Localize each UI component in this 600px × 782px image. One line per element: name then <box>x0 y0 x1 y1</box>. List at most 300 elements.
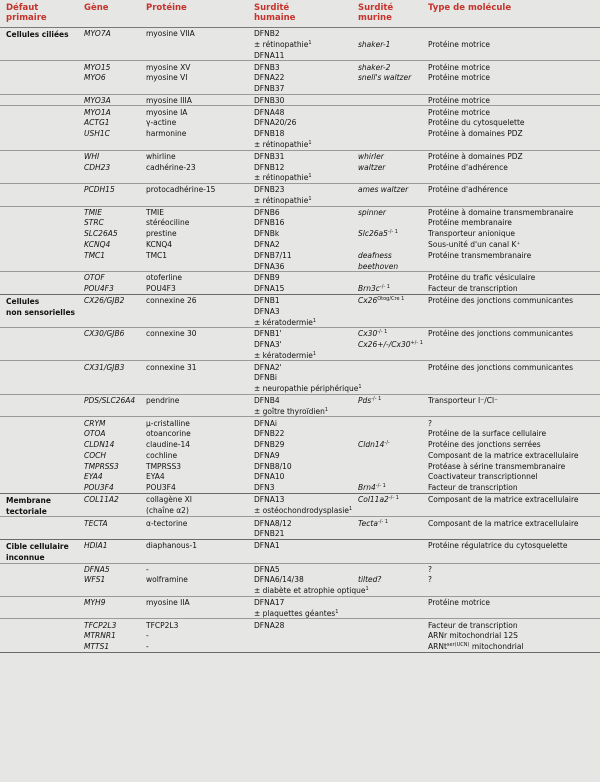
cell-text: cadhérine-23 <box>146 162 196 172</box>
protein-cell <box>140 61 248 72</box>
cell-text: Cx30 <box>358 329 378 339</box>
gene-cell <box>78 128 140 150</box>
protein-cell <box>140 417 248 428</box>
cell-text: Protéine membranaire <box>428 218 512 228</box>
molecule-type-cell <box>422 417 600 428</box>
cell-line <box>254 61 349 72</box>
category-cell <box>0 471 78 482</box>
human-deafness-cell <box>248 283 352 294</box>
cell-line <box>146 61 245 72</box>
cell-text: DFNB6 <box>254 207 280 217</box>
cell-line <box>358 72 419 83</box>
cell-text: snell's waltzer <box>358 73 412 83</box>
cell-text: Cellules <box>6 296 40 306</box>
cell-text: Protéine à domaines PDZ <box>428 129 523 139</box>
table-row <box>0 106 600 117</box>
cell-line <box>254 228 349 239</box>
protein-cell <box>140 161 248 183</box>
human-deafness-cell <box>248 539 352 563</box>
cell-line <box>428 106 597 117</box>
category-cell <box>0 283 78 294</box>
molecule-type-cell <box>422 28 600 61</box>
cell-line <box>146 482 245 493</box>
category-cell <box>0 150 78 161</box>
footnote-mark: 1 <box>308 39 312 46</box>
cell-text: Protéine à domaines PDZ <box>428 151 523 161</box>
cell-line <box>428 39 597 50</box>
cell-text: Protéine à domaine transmembranaire <box>428 207 574 217</box>
gene-cell <box>78 460 140 471</box>
cell-text: beethoven <box>358 261 399 271</box>
cell-text: DFNA2' <box>254 362 282 372</box>
cell-text: Sous-unité d'un canal K⁺ <box>428 240 521 250</box>
cell-line <box>146 151 245 162</box>
cell-line <box>358 184 419 195</box>
cell-line <box>84 239 137 250</box>
cell-text: COL11A2 <box>84 495 119 504</box>
cell-text: harmonine <box>146 129 187 139</box>
cell-line <box>358 494 419 505</box>
cell-text: Protéine motrice <box>428 73 491 83</box>
cell-text: Protéine motrice <box>428 39 491 49</box>
murine-deafness-cell <box>352 460 422 471</box>
cell-text: shaker-2 <box>358 62 391 72</box>
cell-text: DFNA1 <box>254 541 280 551</box>
cell-line <box>146 239 245 250</box>
header-surdite-murine: Surdité murine <box>352 0 422 28</box>
protein-cell <box>140 619 248 630</box>
table-row <box>0 183 600 206</box>
gene-cell <box>78 428 140 439</box>
gene-cell <box>78 417 140 428</box>
cell-text: TMC1 <box>146 250 168 260</box>
cell-line <box>254 494 349 505</box>
table-row <box>0 630 600 641</box>
cell-text: PCDH15 <box>84 185 115 195</box>
footnote-mark: -/- 1 <box>371 395 382 402</box>
cell-line <box>254 106 349 117</box>
cell-text: - <box>146 564 149 574</box>
murine-deafness-cell <box>352 417 422 428</box>
cell-line <box>6 495 75 506</box>
table-row <box>0 417 600 428</box>
human-deafness-cell <box>248 228 352 239</box>
cell-line <box>358 574 419 585</box>
cell-line <box>146 630 245 641</box>
protein-cell <box>140 283 248 294</box>
molecule-type-cell <box>422 428 600 439</box>
cell-text: COCH <box>84 450 107 460</box>
protein-cell <box>140 250 248 272</box>
cell-line <box>254 608 349 619</box>
cell-line <box>254 161 349 172</box>
cell-line <box>254 306 349 317</box>
cell-line <box>84 471 137 482</box>
cell-line <box>146 106 245 117</box>
cell-text: inconnue <box>6 552 45 562</box>
protein-cell <box>140 439 248 450</box>
category-cell <box>0 106 78 117</box>
gene-cell <box>78 106 140 117</box>
gene-cell <box>78 117 140 128</box>
cell-text: (chaîne α2) <box>146 505 189 515</box>
molecule-type-cell <box>422 328 600 361</box>
cell-line <box>254 482 349 493</box>
human-deafness-cell <box>248 106 352 117</box>
cell-text: non sensorielles <box>6 307 75 317</box>
human-deafness-cell <box>248 94 352 106</box>
protein-cell <box>140 630 248 641</box>
cell-text: DFNB9 <box>254 273 280 283</box>
cell-line <box>428 95 597 106</box>
cell-text: TFCP2L3 <box>84 620 117 630</box>
header-surdite-humaine: Surdité humaine <box>248 0 352 28</box>
table-row <box>0 72 600 94</box>
cell-text: ± rétinopathie <box>254 173 309 183</box>
cell-text: tilted? <box>358 575 382 585</box>
cell-line <box>146 128 245 139</box>
table-row <box>0 272 600 283</box>
cell-line <box>254 350 349 361</box>
protein-cell <box>140 596 248 619</box>
murine-deafness-cell <box>352 493 422 517</box>
cell-line <box>254 339 349 350</box>
cell-text: DFNA10 <box>254 472 285 482</box>
cell-text: whirline <box>146 151 176 161</box>
category-cell <box>0 250 78 272</box>
cell-line <box>84 295 137 306</box>
category-cell <box>0 128 78 150</box>
molecule-type-cell <box>422 239 600 250</box>
cell-line <box>254 172 349 183</box>
cell-text: ARNt <box>428 642 447 652</box>
human-deafness-cell <box>248 250 352 272</box>
cell-text: MTTS1 <box>84 642 110 652</box>
footnote-mark: 1 <box>365 586 369 593</box>
protein-cell <box>140 563 248 574</box>
cell-text: TFCP2L3 <box>146 620 179 630</box>
table-row <box>0 596 600 619</box>
cell-text: CRYM <box>84 418 106 428</box>
cell-line <box>146 460 245 471</box>
cell-text: DFNB3 <box>254 62 280 72</box>
cell-text: collagène XI <box>146 495 192 504</box>
footnote-mark: 1 <box>335 608 339 615</box>
human-deafness-cell <box>248 493 352 517</box>
cell-text: myosine IA <box>146 107 188 117</box>
molecule-type-cell <box>422 150 600 161</box>
cell-text: ± goître thyroïdien <box>254 406 325 416</box>
cell-text: MTRNR1 <box>84 631 116 641</box>
cell-text: DFN3 <box>254 483 275 493</box>
gene-cell <box>78 361 140 394</box>
cell-line <box>254 272 349 283</box>
murine-deafness-cell <box>352 439 422 450</box>
human-deafness-cell <box>248 619 352 630</box>
murine-deafness-cell <box>352 630 422 641</box>
cell-line <box>84 184 137 195</box>
molecule-type-cell <box>422 117 600 128</box>
cell-line <box>254 383 362 394</box>
molecule-type-cell <box>422 460 600 471</box>
cell-line <box>146 361 245 372</box>
cell-line <box>358 295 419 306</box>
cell-line <box>84 439 137 450</box>
molecule-type-cell <box>422 72 600 94</box>
cell-text: tectoriale <box>6 506 47 516</box>
human-deafness-cell <box>248 117 352 128</box>
cell-text: Protéine du cytosquelette <box>428 118 525 128</box>
cell-text: Protéine des jonctions serrées <box>428 440 541 450</box>
cell-line <box>428 597 597 608</box>
cell-line <box>428 564 597 575</box>
cell-line <box>358 482 419 493</box>
cell-line <box>146 217 245 228</box>
table-row <box>0 239 600 250</box>
cell-line <box>84 106 137 117</box>
category-cell <box>0 539 78 563</box>
protein-cell <box>140 471 248 482</box>
protein-cell <box>140 150 248 161</box>
cell-text: PDS/SLC26A4 <box>84 395 136 405</box>
category-cell <box>0 482 78 493</box>
cell-text: - <box>146 642 149 652</box>
cell-text: ACTG1 <box>84 118 110 128</box>
footnote-mark: 1 <box>312 317 317 324</box>
human-deafness-cell <box>248 439 352 450</box>
cell-text: KCNQ4 <box>84 240 111 250</box>
molecule-type-cell <box>422 206 600 217</box>
cell-text: WHI <box>84 151 100 161</box>
cell-text: MYO7A <box>84 29 111 39</box>
footnote-mark: 1 <box>308 173 312 180</box>
cell-line <box>254 139 349 150</box>
cell-line <box>428 482 597 493</box>
table-row <box>0 28 600 61</box>
cell-line <box>254 28 349 39</box>
cell-line <box>254 316 349 327</box>
cell-line <box>358 39 419 50</box>
footnote-mark: ser(UCN) <box>446 642 470 649</box>
molecule-type-cell <box>422 517 600 540</box>
cell-text: TMIE <box>146 207 165 217</box>
protein-cell <box>140 272 248 283</box>
cell-text: MYO3A <box>84 95 111 105</box>
cell-line <box>254 417 349 428</box>
category-cell <box>0 294 78 327</box>
cell-line <box>254 372 349 383</box>
cell-line <box>146 328 245 339</box>
murine-deafness-cell <box>352 517 422 540</box>
table-row <box>0 161 600 183</box>
cell-line <box>146 471 245 482</box>
cell-text: Facteur de transcription <box>428 620 518 630</box>
human-deafness-cell <box>248 482 352 493</box>
cell-text: DFNB1 <box>254 295 280 305</box>
cell-line <box>254 406 349 417</box>
category-cell <box>0 493 78 517</box>
footnote-mark: 1 <box>324 406 329 413</box>
molecule-type-cell <box>422 283 600 294</box>
cell-text: ? <box>428 418 432 428</box>
gene-cell <box>78 283 140 294</box>
cell-line <box>146 250 245 261</box>
cell-line <box>84 641 137 652</box>
cell-text: ? <box>428 564 432 574</box>
cell-line <box>146 597 245 608</box>
cell-text: MYO6 <box>84 73 106 83</box>
cell-text: Protéine régulatrice du cytosquelette <box>428 541 568 551</box>
cell-line <box>146 395 245 406</box>
cell-line <box>146 517 245 528</box>
cell-line <box>84 207 137 218</box>
header-type-molecule: Type de molécule <box>422 0 600 28</box>
murine-deafness-cell <box>352 361 422 394</box>
category-cell <box>0 228 78 239</box>
category-cell <box>0 94 78 106</box>
cell-text: DFNB37 <box>254 84 285 94</box>
human-deafness-cell <box>248 517 352 540</box>
human-deafness-cell <box>248 206 352 217</box>
footnote-mark: -/- 1 <box>379 284 390 291</box>
cell-text: SLC26A5 <box>84 229 118 239</box>
cell-text: MYO15 <box>84 62 111 72</box>
gene-cell <box>78 217 140 228</box>
table-row <box>0 283 600 294</box>
human-deafness-cell <box>248 161 352 183</box>
footnote-mark: -/- 1 <box>375 483 386 490</box>
cell-line <box>428 272 597 283</box>
cell-line <box>84 128 137 139</box>
molecule-type-cell <box>422 94 600 106</box>
cell-line <box>254 95 349 106</box>
table-row <box>0 619 600 630</box>
cell-text: DFNAi <box>254 418 277 428</box>
cell-line <box>428 61 597 72</box>
cell-line <box>146 540 245 551</box>
murine-deafness-cell <box>352 228 422 239</box>
murine-deafness-cell <box>352 596 422 619</box>
cell-text: Facteur de transcription <box>428 284 518 294</box>
cell-text: Composant de la matrice extracellulaire <box>428 495 579 504</box>
cell-line <box>428 161 597 172</box>
category-cell <box>0 630 78 641</box>
cell-text: ± diabète et atrophie optique <box>254 586 366 596</box>
human-deafness-cell <box>248 417 352 428</box>
category-cell <box>0 641 78 652</box>
protein-cell <box>140 217 248 228</box>
cell-line <box>254 471 349 482</box>
protein-cell <box>140 574 248 596</box>
gene-cell <box>78 517 140 540</box>
protein-cell <box>140 428 248 439</box>
cell-line <box>358 395 419 406</box>
gene-cell <box>78 250 140 272</box>
cell-line <box>254 260 349 271</box>
cell-line <box>84 328 137 339</box>
table-row <box>0 563 600 574</box>
cell-line <box>254 597 349 608</box>
murine-deafness-cell <box>352 428 422 439</box>
table-row <box>0 641 600 652</box>
cell-text: DFNA13 <box>254 495 285 504</box>
cell-line <box>84 28 137 39</box>
murine-deafness-cell <box>352 619 422 630</box>
cell-text: HDIA1 <box>84 541 108 551</box>
murine-deafness-cell <box>352 61 422 72</box>
cell-line <box>84 395 137 406</box>
human-deafness-cell <box>248 361 362 394</box>
molecule-type-cell <box>422 493 600 517</box>
cell-text: Col11a2 <box>358 495 389 504</box>
gene-cell <box>78 183 140 206</box>
cell-line <box>254 361 349 372</box>
cell-text: DFNA15 <box>254 284 285 294</box>
cell-line <box>84 272 137 283</box>
molecule-type-cell <box>422 294 600 327</box>
protein-cell <box>140 361 248 394</box>
cell-line <box>254 395 349 406</box>
protein-cell <box>140 94 248 106</box>
cell-text: α-tectorine <box>146 518 188 528</box>
protein-cell <box>140 106 248 117</box>
murine-deafness-cell <box>352 471 422 482</box>
cell-text: ± ostéochondrodysplasie <box>254 505 349 515</box>
cell-line <box>146 272 245 283</box>
gene-cell <box>78 72 140 94</box>
cell-line <box>84 619 137 630</box>
molecule-type-cell <box>422 228 600 239</box>
cell-line <box>428 217 597 228</box>
footnote-mark: +/- 1 <box>410 340 423 347</box>
footnote-mark: 1 <box>308 140 312 146</box>
table-row <box>0 328 600 361</box>
cell-text: DFNA36 <box>254 261 285 271</box>
human-deafness-cell <box>248 183 352 206</box>
cell-text: cochline <box>146 450 178 460</box>
protein-cell <box>140 394 248 417</box>
cell-line <box>358 439 419 450</box>
cell-line <box>84 361 137 372</box>
cell-line <box>254 460 349 471</box>
cell-line <box>84 228 137 239</box>
cell-line <box>254 428 349 439</box>
table-row <box>0 482 600 493</box>
table-row <box>0 94 600 106</box>
footnote-mark: -/- 1 <box>387 229 398 236</box>
cell-text: POU3F4 <box>146 483 176 493</box>
cell-line <box>428 207 597 218</box>
human-deafness-cell <box>248 272 352 283</box>
cell-line <box>254 283 349 294</box>
cell-line <box>6 552 75 563</box>
cell-text: γ-actine <box>146 118 177 128</box>
cell-text: Cible cellulaire <box>6 542 69 552</box>
cell-text: shaker-1 <box>358 39 391 49</box>
human-deafness-cell <box>248 28 352 61</box>
gene-cell <box>78 228 140 239</box>
category-cell <box>0 217 78 228</box>
cell-line <box>146 439 245 450</box>
cell-text: Protéine transmembranaire <box>428 250 532 260</box>
gene-cell <box>78 482 140 493</box>
cell-line <box>84 61 137 72</box>
human-deafness-cell <box>248 217 352 228</box>
human-deafness-cell <box>248 328 352 361</box>
human-deafness-cell <box>248 471 352 482</box>
protein-cell <box>140 128 248 150</box>
gene-cell <box>78 239 140 250</box>
